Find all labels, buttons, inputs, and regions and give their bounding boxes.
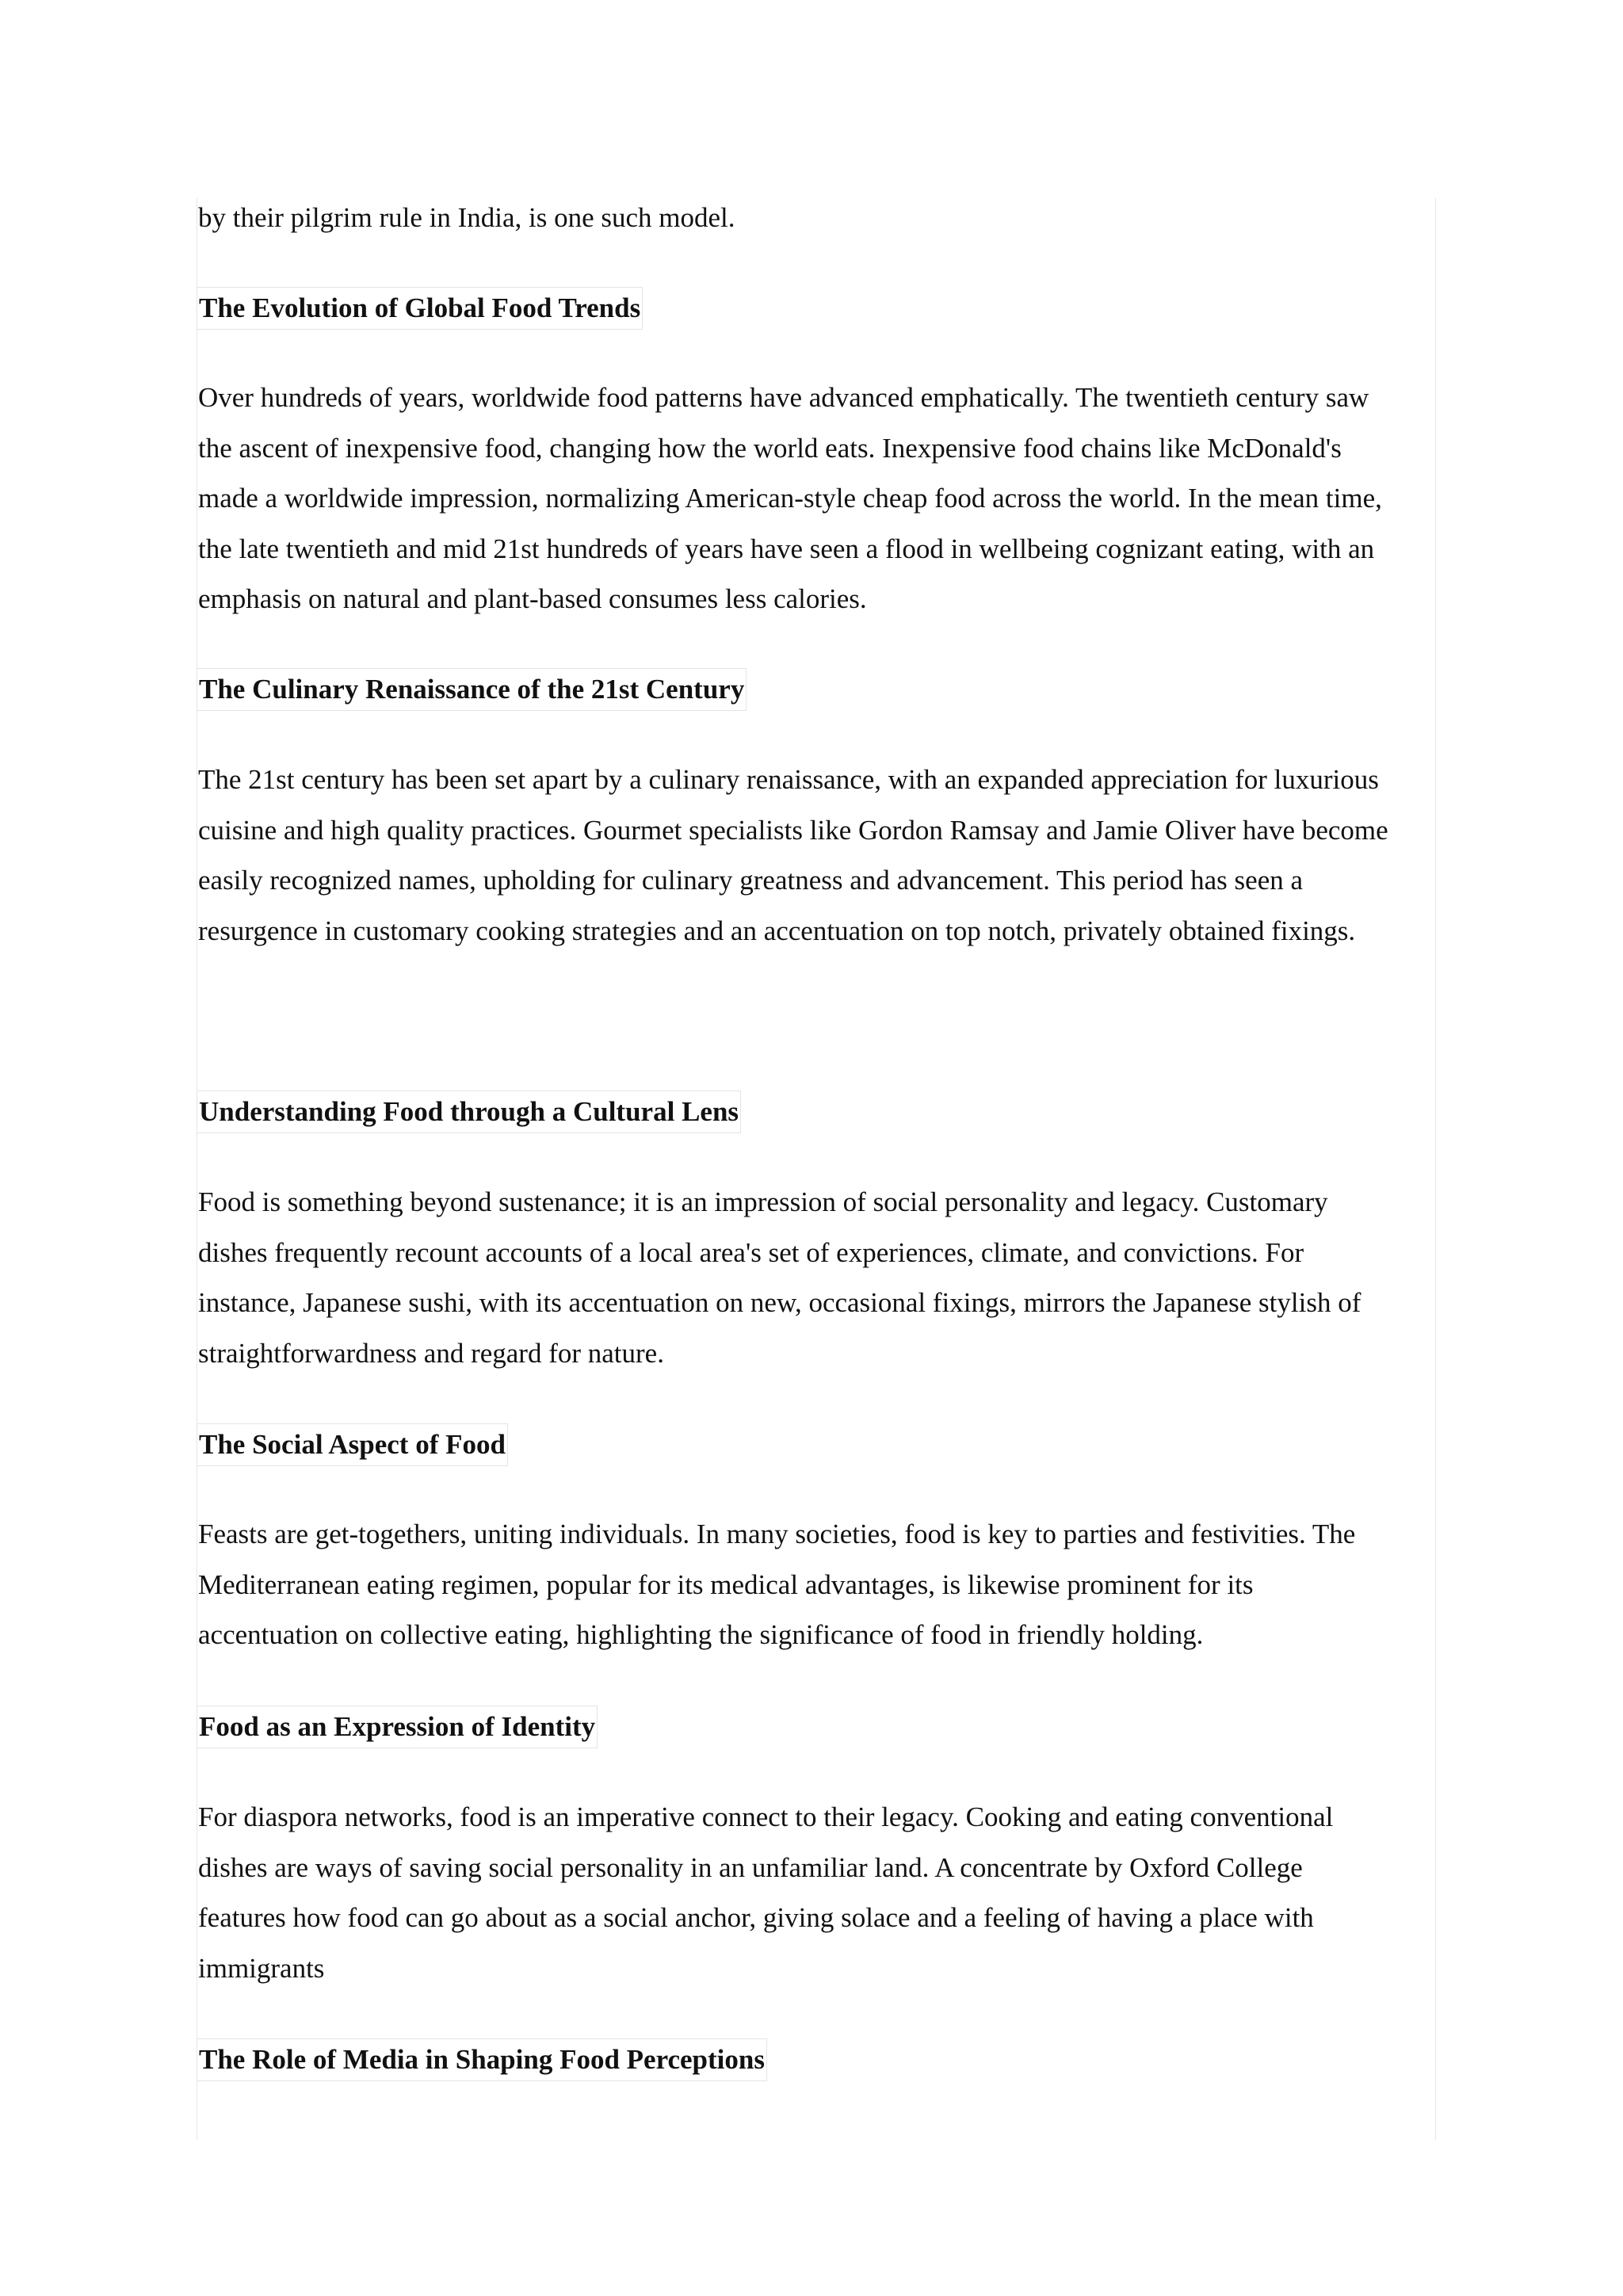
- paragraph-line: dishes are ways of saving social personality in an unfamiliar land. A concentrate by Oxford College: [198, 1851, 1303, 1883]
- paragraph-line: straightforwardness and regard for nature.: [198, 1337, 664, 1369]
- paragraph-line: instance, Japanese sushi, with its accentuation on new, occasional fixings, mirrors the Japanese stylish of: [198, 1287, 1361, 1318]
- section-paragraph-social-aspect: [198, 1509, 1436, 1660]
- section-heading-cultural-lens: Understanding Food through a Cultural Lens: [197, 1091, 741, 1133]
- paragraph-line: emphasis on natural and plant-based consumes less calories.: [198, 583, 867, 614]
- intro-paragraph: [198, 193, 1436, 243]
- paragraph-line: easily recognized names, upholding for culinary greatness and advancement. This period has seen a: [198, 865, 1304, 896]
- section-paragraph-cultural-lens: [198, 1177, 1436, 1378]
- paragraph-line: Mediterranean eating regimen, popular for its medical advantages, is likewise prominent for its: [198, 1568, 1254, 1600]
- section-heading-role-of-media: The Role of Media in Shaping Food Perceptions: [197, 2038, 767, 2081]
- section-paragraph-culinary-renaissance: [198, 755, 1436, 956]
- paragraph-line: Over hundreds of years, worldwide food patterns have advanced emphatically. The twentieth century saw: [198, 382, 1369, 413]
- paragraph-line: Feasts are get-togethers, uniting individuals. In many societies, food is key to parties and festivities. The: [198, 1519, 1356, 1549]
- paragraph-line: immigrants: [198, 1952, 325, 1984]
- paragraph-line: cuisine and high quality practices. Gourmet specialists like Gordon Ramsay and Jamie Oliver have become: [198, 814, 1388, 846]
- paragraph-line: the ascent of inexpensive food, changing how the world eats. Inexpensive food chains like McDonald's: [198, 432, 1342, 464]
- section-heading-global-food-trends: The Evolution of Global Food Trends: [197, 287, 643, 330]
- paragraph-line: dishes frequently recount accounts of a local area's set of experiences, climate, and convictions. For: [198, 1236, 1304, 1268]
- paragraph-line: accentuation on collective eating, highlighting the significance of food in friendly holding.: [198, 1619, 1204, 1650]
- paragraph-line: The 21st century has been set apart by a culinary renaissance, with an expanded appreciation for luxurious: [198, 764, 1379, 795]
- paragraph-line: Food is something beyond sustenance; it is an impression of social personality and legacy. Customary: [198, 1186, 1328, 1217]
- paragraph-line: features how food can go about as a social anchor, giving solace and a feeling of having a place with: [198, 1902, 1314, 1933]
- paragraph-line: resurgence in customary cooking strategies and an accentuation on top notch, privately obtained fixings.: [198, 915, 1356, 946]
- section-paragraph-global-food-trends: [198, 372, 1436, 625]
- intro-line: by their pilgrim rule in India, is one such model.: [198, 202, 735, 233]
- paragraph-line: For diaspora networks, food is an imperative connect to their legacy. Cooking and eating conventional: [198, 1801, 1334, 1832]
- section-paragraph-expression-of-identity: [198, 1792, 1436, 1993]
- section-heading-social-aspect: The Social Aspect of Food: [197, 1423, 508, 1466]
- paragraph-line: the late twentieth and mid 21st hundreds of years have seen a flood in wellbeing cognizant eating, with an: [198, 533, 1375, 564]
- paragraph-line: made a worldwide impression, normalizing American-style cheap food across the world. In the mean time,: [198, 483, 1382, 514]
- section-heading-expression-of-identity: Food as an Expression of Identity: [197, 1706, 598, 1748]
- section-heading-culinary-renaissance: The Culinary Renaissance of the 21st Century: [197, 668, 747, 711]
